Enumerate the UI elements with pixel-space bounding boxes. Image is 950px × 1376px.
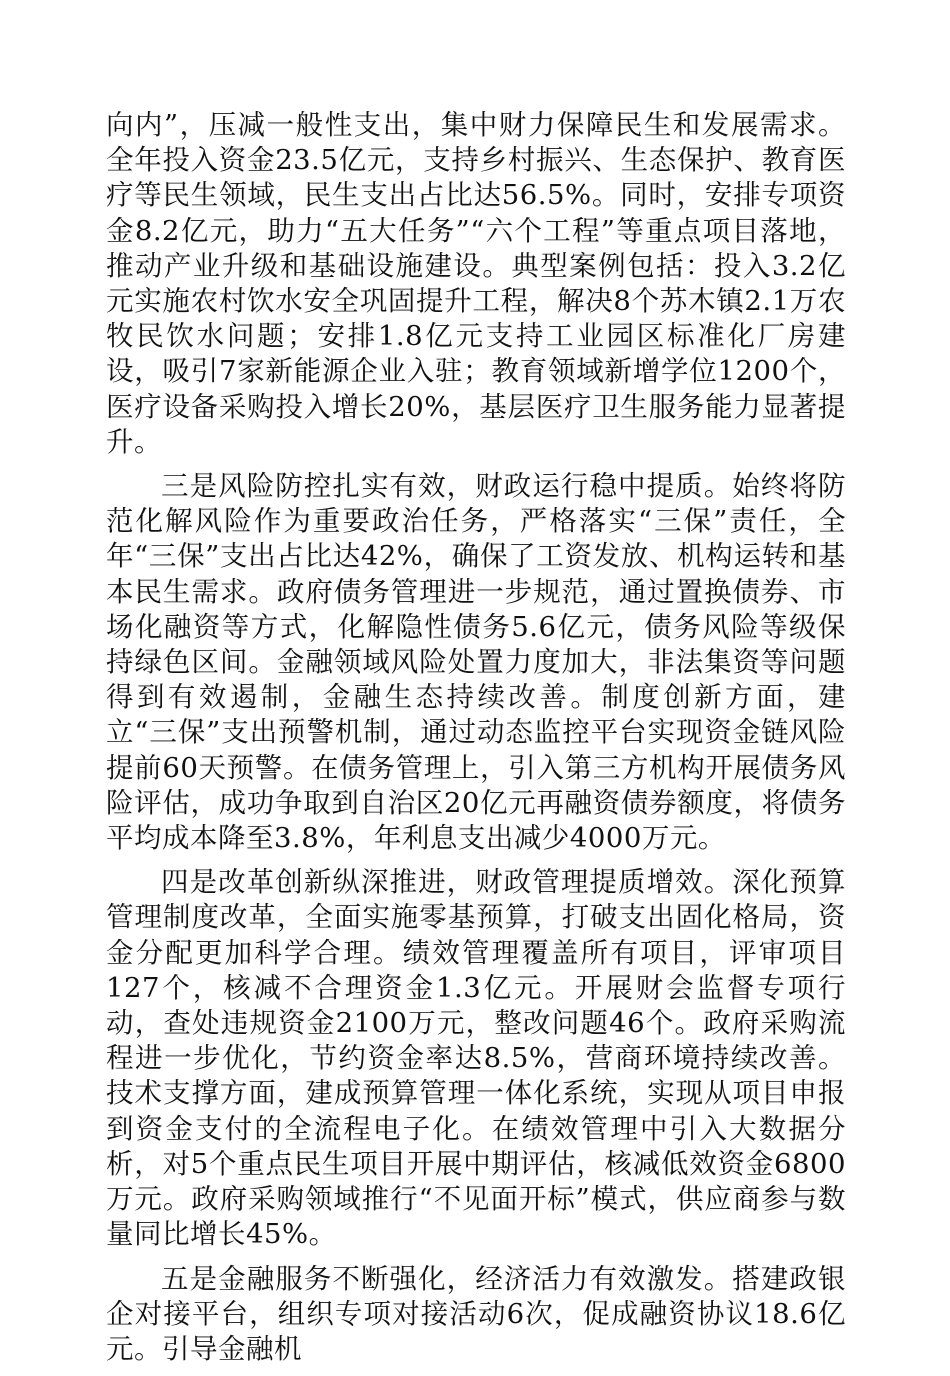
paragraph-continuation: 向内”，压减一般性支出，集中财力保障民生和发展需求。全年投入资金23.5亿元，支持乡村振兴、生态保护、教育医疗等民生领域，民生支出占比达56.5%。同时，安排专项资金8.2亿元，助力“五大任务”“六个工程”等重点项目落地，推动产业升级和基础设施建设。典型案例包括：投入3.2亿元实施农村饮水安全巩固提升工程，解决8个苏木镇2.1万农牧民饮水问题；安排1.8亿元支持工业园区标准化厂房建设，吸引7家新能源企业入驻；教育领域新增学位1200个，医疗设备采购投入增长20%，基层医疗卫生服务能力显著提升。 [106, 109, 846, 458]
paragraph-risk-control: 三是风险防控扎实有效，财政运行稳中提质。始终将防范化解风险作为重要政治任务，严格落实“三保”责任，全年“三保”支出占比达42%，确保了工资发放、机构运转和基本民生需求。政府债务管理进一步规范，通过置换债券、市场化融资等方式，化解隐性债务5.6亿元，债务风险等级保持绿色区间。金融领域风险处置力度加大，非法集资等问题得到有效遏制，金融生态持续改善。制度创新方面，建立“三保”支出预警机制，通过动态监控平台实现资金链风险提前60天预警。在债务管理上，引入第三方机构开展债务风险评估，成功争取到自治区20亿元再融资债券额度，将债务平均成本降至3.8%，年利息支出减少4000万元。 [106, 470, 846, 855]
body-text [106, 108, 846, 1376]
paragraph-financial-services: 五是金融服务不断强化，经济活力有效激发。搭建政银企对接平台，组织专项对接活动6次，促成融资协议18.6亿元。引导金融机 [106, 1262, 846, 1365]
paragraph-reform-innovation: 四是改革创新纵深推进，财政管理提质增效。深化预算管理制度改革，全面实施零基预算，打破支出固化格局，资金分配更加科学合理。绩效管理覆盖所有项目，评审项目127个，核减不合理资金1.3亿元。开展财会监督专项行动，查处违规资金2100万元，整改问题46个。政府采购流程进一步优化，节约资金率达8.5%，营商环境持续改善。技术支撑方面，建成预算管理一体化系统，实现从项目申报到资金支付的全流程电子化。在绩效管理中引入大数据分析，对5个重点民生项目开展中期评估，核减低效资金6800万元。政府采购领域推行“不见面开标”模式，供应商参与数量同比增长45%。 [106, 866, 846, 1251]
